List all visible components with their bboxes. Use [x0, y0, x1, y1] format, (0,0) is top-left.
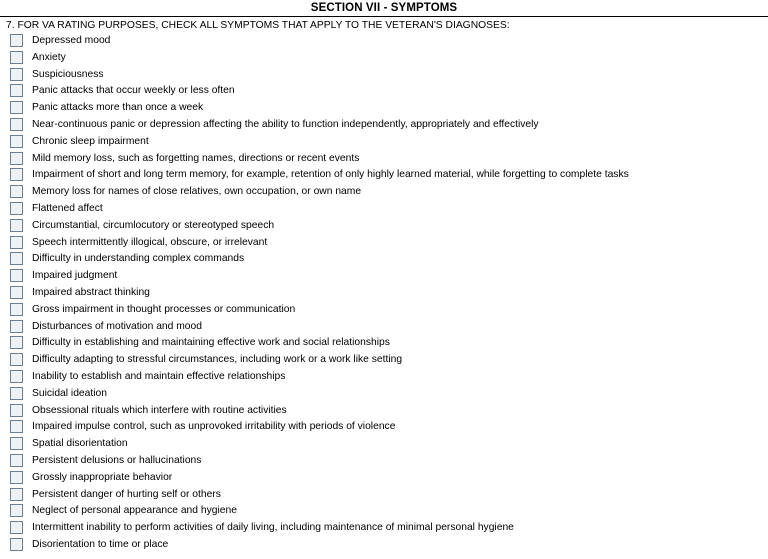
symptom-label: Impaired judgment — [32, 270, 118, 282]
symptom-checkbox[interactable] — [10, 84, 23, 97]
symptom-row — [0, 151, 768, 168]
symptom-row — [0, 33, 768, 50]
symptom-checkbox[interactable] — [10, 135, 23, 148]
symptom-checkbox[interactable] — [10, 521, 23, 534]
symptom-checkbox[interactable] — [10, 185, 23, 198]
symptom-checkbox[interactable] — [10, 454, 23, 467]
symptom-label: Disturbances of motivation and mood — [32, 320, 202, 332]
symptom-label: Impaired abstract thinking — [32, 286, 150, 298]
symptom-row — [0, 285, 768, 302]
symptom-label: Neglect of personal appearance and hygiene — [32, 505, 237, 517]
symptom-label: Impairment of short and long term memory, for example, retention of only highly learned material, while forgetting to complete tasks — [32, 169, 629, 181]
section-title: SECTION VII - SYMPTOMS — [0, 0, 768, 17]
symptom-checkbox[interactable] — [10, 236, 23, 249]
symptom-label: Difficulty in establishing and maintaining effective work and social relationships — [32, 337, 390, 349]
symptom-label: Flattened affect — [32, 202, 103, 214]
symptom-checkbox[interactable] — [10, 404, 23, 417]
symptom-checkbox[interactable] — [10, 471, 23, 484]
symptom-label: Difficulty adapting to stressful circumstances, including work or a work like setting — [32, 354, 403, 366]
symptom-row — [0, 251, 768, 268]
symptom-label: Chronic sleep impairment — [32, 135, 149, 147]
question-text: 7. FOR VA RATING PURPOSES, CHECK ALL SYMPTOMS THAT APPLY TO THE VETERAN'S DIAGNOSES: — [6, 20, 510, 31]
symptom-label: Disorientation to time or place — [32, 538, 169, 550]
symptom-row — [0, 100, 768, 117]
symptom-row — [0, 235, 768, 252]
symptom-checkbox[interactable] — [10, 538, 23, 551]
symptom-checkbox[interactable] — [10, 269, 23, 282]
symptom-checkbox[interactable] — [10, 420, 23, 433]
symptom-label: Obsessional rituals which interfere with routine activities — [32, 404, 287, 416]
symptom-row — [0, 419, 768, 436]
symptom-row — [0, 470, 768, 487]
symptom-row — [0, 503, 768, 520]
symptom-row — [0, 403, 768, 420]
symptom-checkbox[interactable] — [10, 504, 23, 517]
symptom-checkbox[interactable] — [10, 118, 23, 131]
symptom-row — [0, 117, 768, 134]
symptom-checkbox[interactable] — [10, 437, 23, 450]
symptom-row — [0, 268, 768, 285]
symptom-checkbox[interactable] — [10, 219, 23, 232]
symptom-label: Circumstantial, circumlocutory or stereotyped speech — [32, 219, 275, 231]
symptom-checkbox[interactable] — [10, 320, 23, 333]
symptom-row — [0, 67, 768, 84]
symptom-label: Suspiciousness — [32, 68, 104, 80]
symptom-row — [0, 335, 768, 352]
symptom-checkbox[interactable] — [10, 387, 23, 400]
symptom-checkbox[interactable] — [10, 68, 23, 81]
symptom-row — [0, 319, 768, 336]
symptom-label: Depressed mood — [32, 35, 111, 46]
symptom-checklist — [0, 33, 768, 554]
symptom-checkbox[interactable] — [10, 488, 23, 501]
symptom-row — [0, 487, 768, 504]
symptom-row — [0, 201, 768, 218]
symptom-label: Anxiety — [32, 51, 66, 63]
symptom-label: Suicidal ideation — [32, 387, 107, 399]
symptom-row — [0, 537, 768, 554]
symptom-row — [0, 218, 768, 235]
symptom-label: Near-continuous panic or depression affecting the ability to function independently, appropriately and effectively — [32, 118, 539, 130]
symptom-label: Persistent delusions or hallucinations — [32, 454, 202, 466]
symptom-checkbox[interactable] — [10, 252, 23, 265]
symptom-label: Memory loss for names of close relatives, own occupation, or own name — [32, 186, 362, 198]
symptom-checkbox[interactable] — [10, 353, 23, 366]
symptom-row — [0, 134, 768, 151]
symptom-checkbox[interactable] — [10, 34, 23, 47]
symptom-label: Difficulty in understanding complex commands — [32, 253, 245, 265]
symptom-row — [0, 184, 768, 201]
symptom-checkbox[interactable] — [10, 101, 23, 114]
symptom-label: Grossly inappropriate behavior — [32, 471, 173, 483]
symptom-row — [0, 50, 768, 67]
symptom-row — [0, 167, 768, 184]
symptom-checkbox[interactable] — [10, 286, 23, 299]
symptom-label: Inability to establish and maintain effective relationships — [32, 370, 286, 382]
symptom-row — [0, 83, 768, 100]
symptom-label: Spatial disorientation — [32, 438, 128, 450]
symptom-label: Persistent danger of hurting self or others — [32, 488, 221, 500]
symptom-checkbox[interactable] — [10, 370, 23, 383]
symptom-checkbox[interactable] — [10, 168, 23, 181]
symptom-checkbox[interactable] — [10, 336, 23, 349]
symptom-row — [0, 352, 768, 369]
symptom-label: Speech intermittently illogical, obscure, or irrelevant — [32, 236, 268, 248]
symptom-checkbox[interactable] — [10, 303, 23, 316]
symptom-row — [0, 302, 768, 319]
symptom-row — [0, 520, 768, 537]
symptom-row — [0, 453, 768, 470]
symptom-checkbox[interactable] — [10, 152, 23, 165]
symptom-row — [0, 436, 768, 453]
symptom-label: Panic attacks more than once a week — [32, 102, 204, 114]
symptom-row — [0, 386, 768, 403]
symptom-label: Panic attacks that occur weekly or less often — [32, 85, 235, 97]
symptom-label: Gross impairment in thought processes or communication — [32, 303, 296, 315]
symptom-row — [0, 369, 768, 386]
symptom-label: Mild memory loss, such as forgetting names, directions or recent events — [32, 152, 360, 164]
symptom-label: Intermittent inability to perform activities of daily living, including maintenance of minimal personal hygiene — [32, 522, 514, 534]
symptom-checkbox[interactable] — [10, 202, 23, 215]
symptom-checkbox[interactable] — [10, 51, 23, 64]
symptom-label: Impaired impulse control, such as unprovoked irritability with periods of violence — [32, 421, 396, 433]
